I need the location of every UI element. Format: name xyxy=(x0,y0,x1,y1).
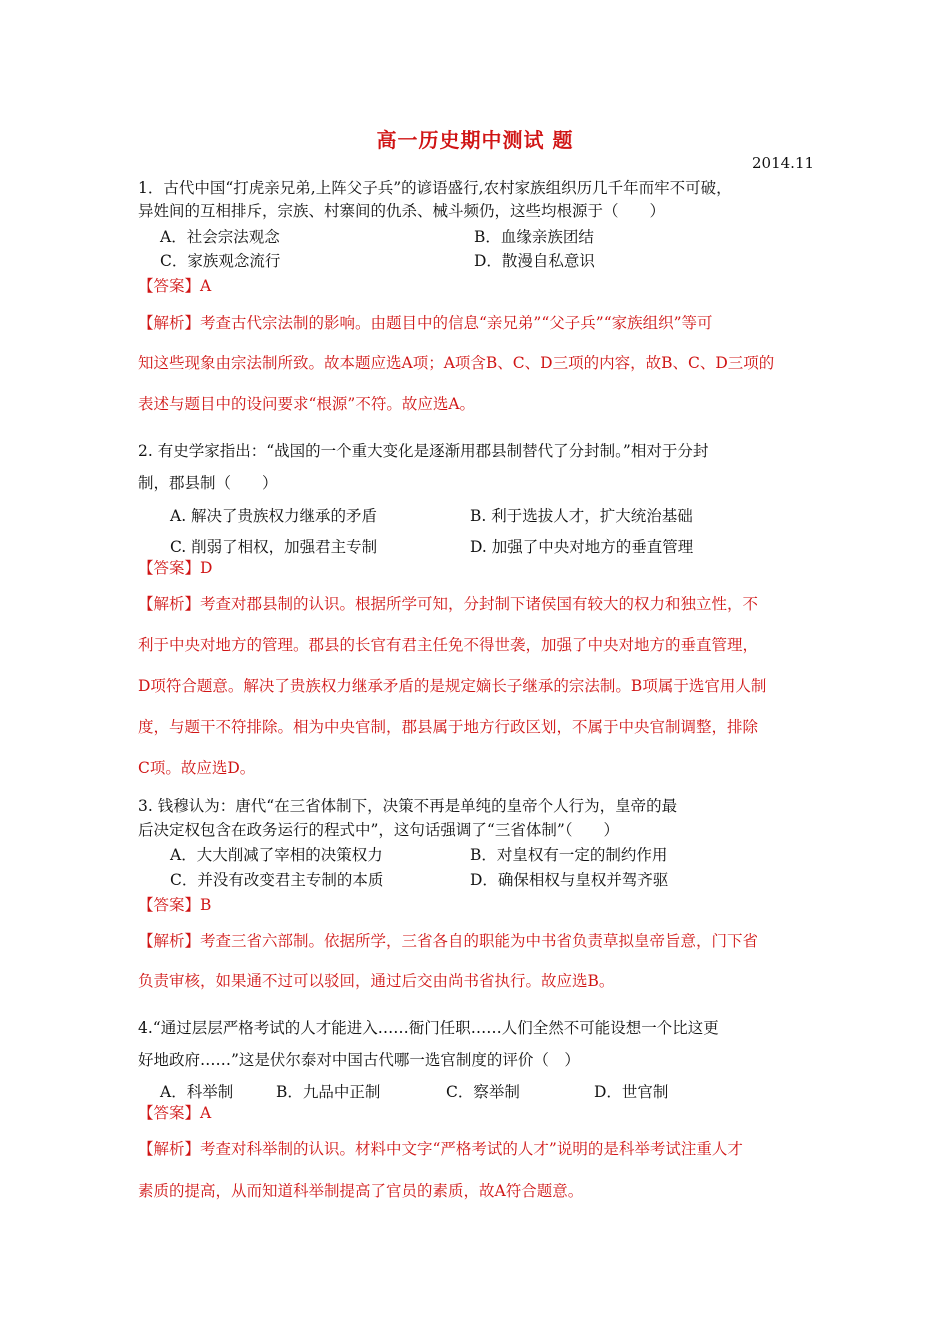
q3-option-b: B．对皇权有一定的制约作用 xyxy=(470,846,668,864)
q4-option-b: B．九品中正制 xyxy=(276,1083,381,1101)
q2-explanation-line4: 度，与题干不符排除。相为中央官制，郡县属于地方行政区划，不属于中央官制调整，排除 xyxy=(138,718,759,736)
q3-option-c: C．并没有改变君主专制的本质 xyxy=(170,871,384,889)
q2-explanation-line3: D项符合题意。解决了贵族权力继承矛盾的是规定嫡长子继承的宗法制。B项属于选官用人制 xyxy=(138,677,767,695)
q1-explanation-line1: 【解析】考查古代宗法制的影响。由题目中的信息“亲兄弟”“父子兵”“家族组织”等可 xyxy=(138,314,713,332)
q2-stem-line2: 制，郡县制（ ） xyxy=(138,474,278,492)
q3-option-d: D．确保相权与皇权并驾齐驱 xyxy=(470,871,669,889)
q4-stem-line1: 4.“通过层层严格考试的人才能进入……衙门任职……人们全然不可能设想一个比这更 xyxy=(138,1019,719,1037)
q4-explanation-line2: 素质的提高，从而知道科举制提高了官员的素质，故A符合题意。 xyxy=(138,1182,584,1200)
q2-option-a: A. 解决了贵族权力继承的矛盾 xyxy=(170,507,378,525)
q2-explanation-line2: 利于中央对地方的管理。郡县的长官有君主任免不得世袭，加强了中央对地方的垂直管理， xyxy=(138,636,759,654)
q3-stem-line1: 3. 钱穆认为：唐代“在三省体制下，决策不再是单纯的皇帝个人行为，皇帝的最 xyxy=(138,797,678,815)
q3-option-a: A．大大削减了宰相的决策权力 xyxy=(170,846,383,864)
q2-stem-line1: 2. 有史学家指出：“战国的一个重大变化是逐渐用郡县制替代了分封制。”相对于分封 xyxy=(138,442,709,460)
q1-explanation-line3: 表述与题目中的设问要求“根源”不符。故应选A。 xyxy=(138,395,476,413)
q4-option-c: C．察举制 xyxy=(446,1083,520,1101)
q1-answer: 【答案】A xyxy=(138,277,212,295)
q3-stem-line2: 后决定权包含在政务运行的程式中”，这句话强调了“三省体制”（ ） xyxy=(138,821,620,839)
q2-option-b: B. 利于选拔人才，扩大统治基础 xyxy=(470,507,693,525)
q1-option-a: A．社会宗法观念 xyxy=(160,228,280,246)
q2-explanation-line5: C项。故应选D。 xyxy=(138,759,256,777)
q1-explanation-line2: 知这些现象由宗法制所致。故本题应选A项；A项含B、C、D三项的内容，故B、C、D三项的 xyxy=(138,354,775,372)
q1-option-c: C．家族观念流行 xyxy=(160,252,281,270)
q4-answer: 【答案】A xyxy=(138,1104,212,1122)
q1-option-d: D．散漫自私意识 xyxy=(474,252,595,270)
q1-stem-line2: 异姓间的互相排斥，宗族、村寨间的仇杀、械斗频仍，这些均根源于（ ） xyxy=(138,202,666,220)
q1-stem-line1: 1．古代中国“打虎亲兄弟,上阵父子兵”的谚语盛行,农村家族组织历几千年而牢不可破， xyxy=(138,179,732,197)
q4-option-a: A．科举制 xyxy=(160,1083,234,1101)
q2-option-c: C. 削弱了相权，加强君主专制 xyxy=(170,538,378,556)
q3-answer: 【答案】B xyxy=(138,896,212,914)
exam-date: 2014.11 xyxy=(752,154,815,172)
page-title: 高一历史期中测试 题 xyxy=(376,128,574,152)
q4-option-d: D．世官制 xyxy=(594,1083,669,1101)
q3-explanation-line1: 【解析】考查三省六部制。依据所学，三省各自的职能为中书省负责草拟皇帝旨意，门下省 xyxy=(138,932,759,950)
q4-stem-line2: 好地政府……”这是伏尔泰对中国古代哪一选官制度的评价（ ） xyxy=(138,1051,580,1069)
q1-option-b: B．血缘亲族团结 xyxy=(474,228,594,246)
q2-option-d: D. 加强了中央对地方的垂直管理 xyxy=(470,538,694,556)
q4-explanation-line1: 【解析】考查对科举制的认识。材料中文字“严格考试的人才”说明的是科举考试注重人才 xyxy=(138,1140,743,1158)
q2-explanation-line1: 【解析】考查对郡县制的认识。根据所学可知，分封制下诸侯国有较大的权力和独立性，不 xyxy=(138,595,759,613)
q2-answer: 【答案】D xyxy=(138,559,213,577)
q3-explanation-line2: 负责审核，如果通不过可以驳回，通过后交由尚书省执行。故应选B。 xyxy=(138,972,615,990)
